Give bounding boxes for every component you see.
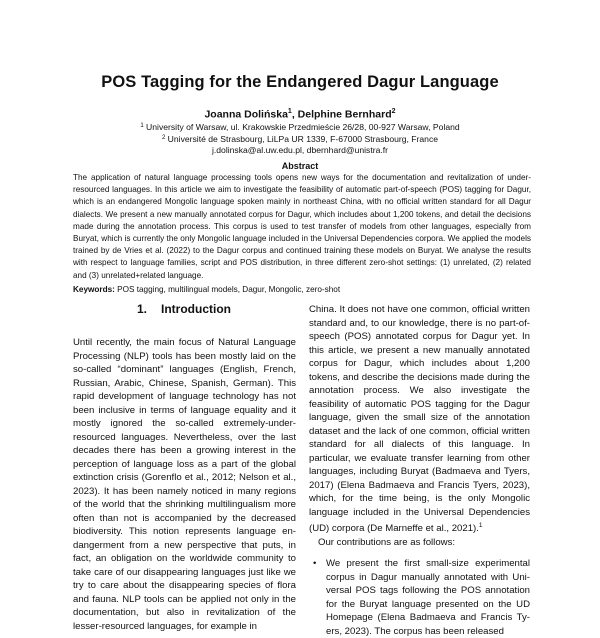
author-emails: j.dolinska@al.uw.edu.pl, dbernhard@unistra.fr <box>211 145 389 155</box>
author-line <box>0 108 600 121</box>
body-paragraph: Until recently, the main focus of Natural Language Processing (NLP) tools has been mostly laid on the so-called “dominant” languages (English, French, Russian, Arabic, Chinese, Spanish, German). This rapid development of language technology has not been inclusive in terms of language equality and it mostly ignored the so-called extremely-under-resourced languages. Nevertheless, over the last decades there has been a growing interest in the perception of language loss as a part of the global extinction crisis (Gorenflo et al., 2012; Nelson et al., 2023). It has been namely noticed in many regions of the world that the shrinking multilingualism more often than not is accompanied by the decreased biodiversity. This notion represents language endangerment from a new perspective that puts, in fact, an obligation on the worldwide community to take care of our disappearing languages just like we try to care about the disappearing species of flora and fauna. NLP tools can be applied not only in the documentation, but also in revitalization of the lesser-resourced languages, for example in <box>73 337 296 632</box>
affiliation-mark: 1 <box>287 108 292 115</box>
affiliation <box>0 133 600 145</box>
right-column <box>309 303 530 638</box>
section-title: Introduction <box>161 302 231 316</box>
body-paragraph <box>309 303 530 536</box>
list-item <box>309 557 530 638</box>
keywords-label: Keywords: <box>73 285 115 294</box>
affiliation <box>0 121 600 133</box>
author-name: Joanna Dolińska <box>204 108 288 121</box>
abstract-heading: Abstract <box>281 161 319 171</box>
keywords-text: POS tagging, multilingual models, Dagur, Mongolic, zero-shot <box>114 285 341 294</box>
section-number: 1. <box>137 302 148 316</box>
paper-title: POS Tagging for the Endangered Dagur Language <box>101 73 499 91</box>
list-item-text: We present the first small-size experimental corpus in Dagur manually annotated with Universal POS tags following the POS annotation for the Buryat language presented on the UD Homepage (Elena Badmaeva and Francis Tyers, 2023). The corpus has been released <box>326 558 530 637</box>
author-name: Delphine Bernhard <box>297 108 392 121</box>
section-heading <box>73 302 295 316</box>
paragraph-text: China. It does not have one common, official written standard and, to our knowledge, there is no part-of-speech (POS) annotated corpus for Dagur yet. In this article, we present a new manually annotated corpus for Dagur, which includes about 1,200 tokens, and describe the decisions made during the annotation process. We also investigate the feasibility of automatic POS tagging for the Dagur language, given the small size of the annotation dataset and the lack of one common, official written standard for all dialects of this language. In particular, we evaluate transfer learning from other languages, including Buryat (Badmaeva and Tyers, 2017) (Elena Badmaeva and Francis Tyers, 2023), which, for the time being, is the only Mongolic language included in the Universal Dependencies (UD) corpora (De Marneffe et al., 2021). <box>309 304 530 535</box>
affiliation-text: University of Warsaw, ul. Krakowskie Przedmieście 26/28, 00-927 Warsaw, Poland <box>143 122 460 132</box>
contributions-intro: Our contributions are as follows: <box>318 536 456 548</box>
keywords <box>73 285 531 294</box>
affiliation-text: Université de Strasbourg, LiLPa UR 1339, F-67000 Strasbourg, France <box>165 134 439 144</box>
abstract-text: The application of natural language processing tools opens new ways for the documentation and revitalization of under-resourced languages. In this article we aim to investigate the feasibility of automatic part-of-speech (POS) tagging for Dagur, which is an endangered Mongolic language spoken mainly in northeast China, with no official written standard for all Dagur dialects. We present a new manually annotated corpus for Dagur, which includes about 1,200 tokens, and detail the decisions made during the annotation process. This corpus is used to test transfer of models from other languages, especially from Buryat, which is currently the only Mongolic language included in the Universal Dependencies corpora. We applied the models trained by de Vries et al. (2022) to the Dagur corpus and continued training these models on Buryat. We analyse the results with respect to language families, script and POS distribution, in three different zero-shot settings: (1) unrelated, (2) related and (3) unrelated+related language. <box>73 173 531 280</box>
left-column <box>73 336 296 633</box>
affiliation-mark: 2 <box>391 108 396 115</box>
author-separator: , <box>291 108 298 121</box>
bullet-icon: • <box>313 558 317 570</box>
affiliation-mark: 1 <box>140 123 144 129</box>
affiliation-mark: 2 <box>161 135 166 141</box>
footnote-mark: 1 <box>478 522 483 529</box>
contributions-list <box>309 557 530 638</box>
